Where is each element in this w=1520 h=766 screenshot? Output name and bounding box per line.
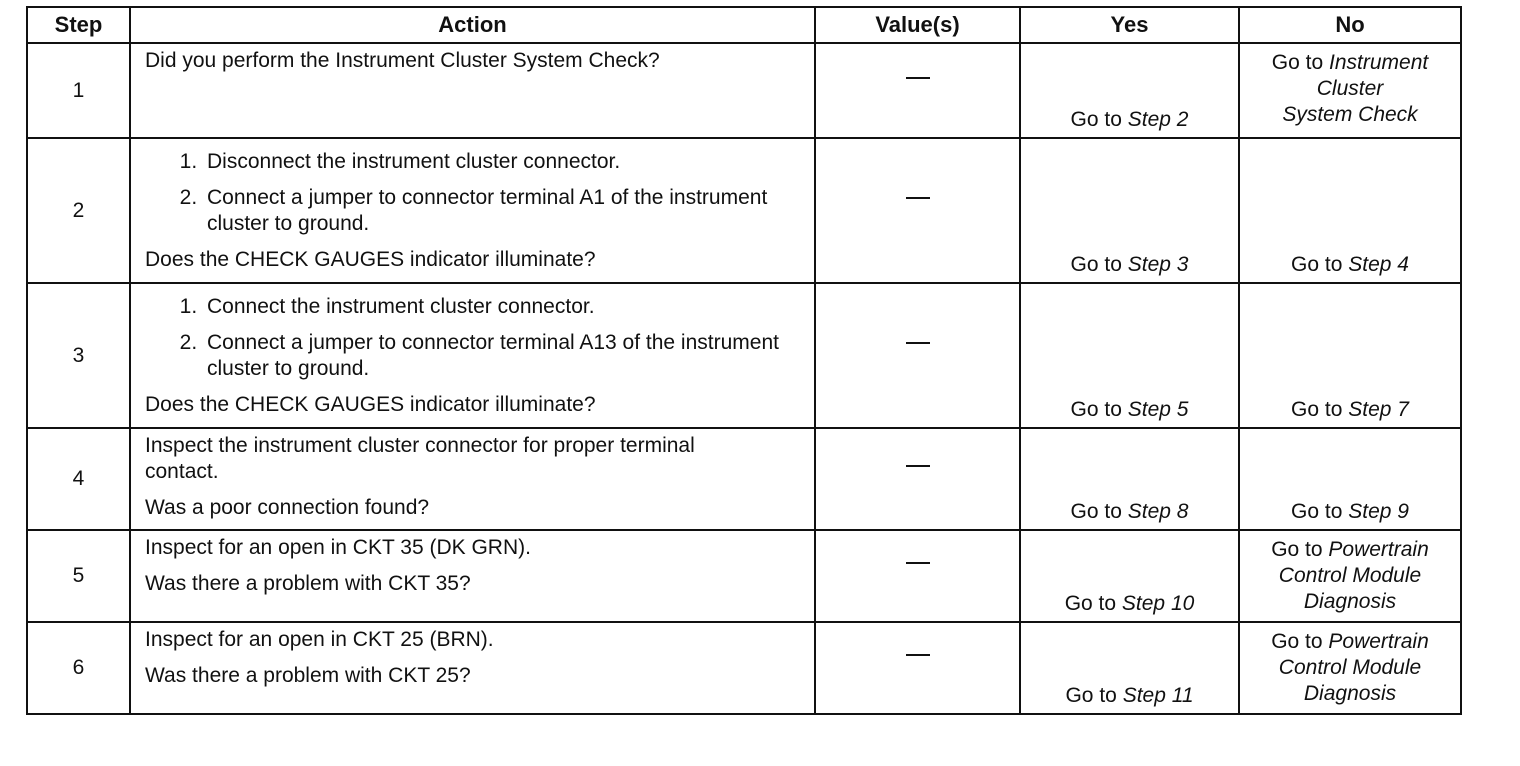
no-target: Cluster [1316,77,1384,100]
value-dash [906,465,930,493]
yes-target: Step 10 [1121,592,1195,615]
step-number: 2 [27,138,130,283]
no-target: Diagnosis [1303,590,1397,613]
yes-target: Step 11 [1122,684,1194,707]
action-cell [130,43,815,138]
action-step-item: 1. Disconnect the instrument cluster connector. [203,149,804,175]
diagnostic-table [26,6,1462,715]
action-cell [130,428,815,530]
value-dash [906,77,930,105]
value-cell [815,43,1020,138]
table-row [27,622,1461,714]
action-text: Did you perform the Instrument Cluster System Check? [145,49,660,72]
header-action: Action [130,7,815,43]
action-text: Inspect for an open in CKT 25 (BRN). [145,628,494,651]
no-target: Control Module [1278,564,1422,587]
yes-target: Step 3 [1127,253,1189,276]
header-values: Value(s) [815,7,1020,43]
no-target: Control Module [1278,656,1422,679]
action-text: Inspect the instrument cluster connector for proper terminal contact. [145,434,695,483]
action-step-item: 2. Connect a jumper to connector terminal A1 of the instrument cluster to ground. [203,185,804,237]
no-cell [1239,43,1461,138]
no-target: Step 4 [1348,253,1409,276]
yes-cell [1020,530,1239,622]
yes-cell [1020,138,1239,283]
no-prefix: Go to [1271,51,1324,74]
no-prefix: Go to [1291,253,1343,276]
action-question: Does the CHECK GAUGES indicator illuminate? [145,393,596,416]
yes-prefix: Go to [1070,398,1122,421]
no-cell [1239,283,1461,428]
yes-cell [1020,43,1239,138]
action-cell [130,138,815,283]
no-prefix: Go to [1291,500,1343,523]
value-dash [906,562,930,590]
header-yes: Yes [1020,7,1239,43]
yes-prefix: Go to [1065,684,1117,707]
action-question: Was there a problem with CKT 35? [145,572,471,595]
no-target: Powertrain [1328,538,1429,561]
yes-target: Step 2 [1127,108,1189,131]
value-cell [815,428,1020,530]
table-row [27,283,1461,428]
no-cell [1239,138,1461,283]
step-number: 5 [27,530,130,622]
no-prefix: Go to [1291,398,1343,421]
value-dash [906,654,930,682]
value-cell [815,622,1020,714]
value-dash [906,342,930,370]
yes-prefix: Go to [1064,592,1117,615]
table-row [27,428,1461,530]
value-dash [906,197,930,225]
yes-target: Step 8 [1127,500,1189,523]
yes-prefix: Go to [1070,108,1122,131]
step-number: 3 [27,283,130,428]
no-cell [1239,622,1461,714]
yes-prefix: Go to [1070,500,1122,523]
no-target: Diagnosis [1303,682,1397,705]
header-no: No [1239,7,1461,43]
yes-prefix: Go to [1070,253,1122,276]
no-target: System Check [1282,103,1418,126]
no-target: Powertrain [1328,630,1429,653]
action-question: Was there a problem with CKT 25? [145,664,471,687]
yes-cell [1020,283,1239,428]
step-number: 6 [27,622,130,714]
table-row [27,138,1461,283]
no-cell [1239,428,1461,530]
action-question: Does the CHECK GAUGES indicator illuminate? [145,248,596,271]
step-number: 1 [27,43,130,138]
value-cell [815,283,1020,428]
value-cell [815,530,1020,622]
yes-cell [1020,622,1239,714]
action-cell [130,283,815,428]
value-cell [815,138,1020,283]
step-number: 4 [27,428,130,530]
action-text: Inspect for an open in CKT 35 (DK GRN). [145,536,531,559]
yes-cell [1020,428,1239,530]
no-prefix: Go to [1271,538,1323,561]
header-step: Step [27,7,130,43]
table-row [27,43,1461,138]
no-target: Instrument [1329,51,1429,74]
no-prefix: Go to [1271,630,1323,653]
no-cell [1239,530,1461,622]
action-cell [130,530,815,622]
action-step-item: 1. Connect the instrument cluster connector. [203,294,804,320]
yes-target: Step 5 [1127,398,1189,421]
header-row [27,7,1461,43]
table-row [27,530,1461,622]
no-target: Step 7 [1348,398,1409,421]
action-step-item: 2. Connect a jumper to connector terminal A13 of the instrument cluster to ground. [203,330,804,382]
no-target: Step 9 [1348,500,1409,523]
action-cell [130,622,815,714]
action-steps [145,149,804,237]
action-question: Was a poor connection found? [145,496,430,519]
action-steps [145,294,804,382]
